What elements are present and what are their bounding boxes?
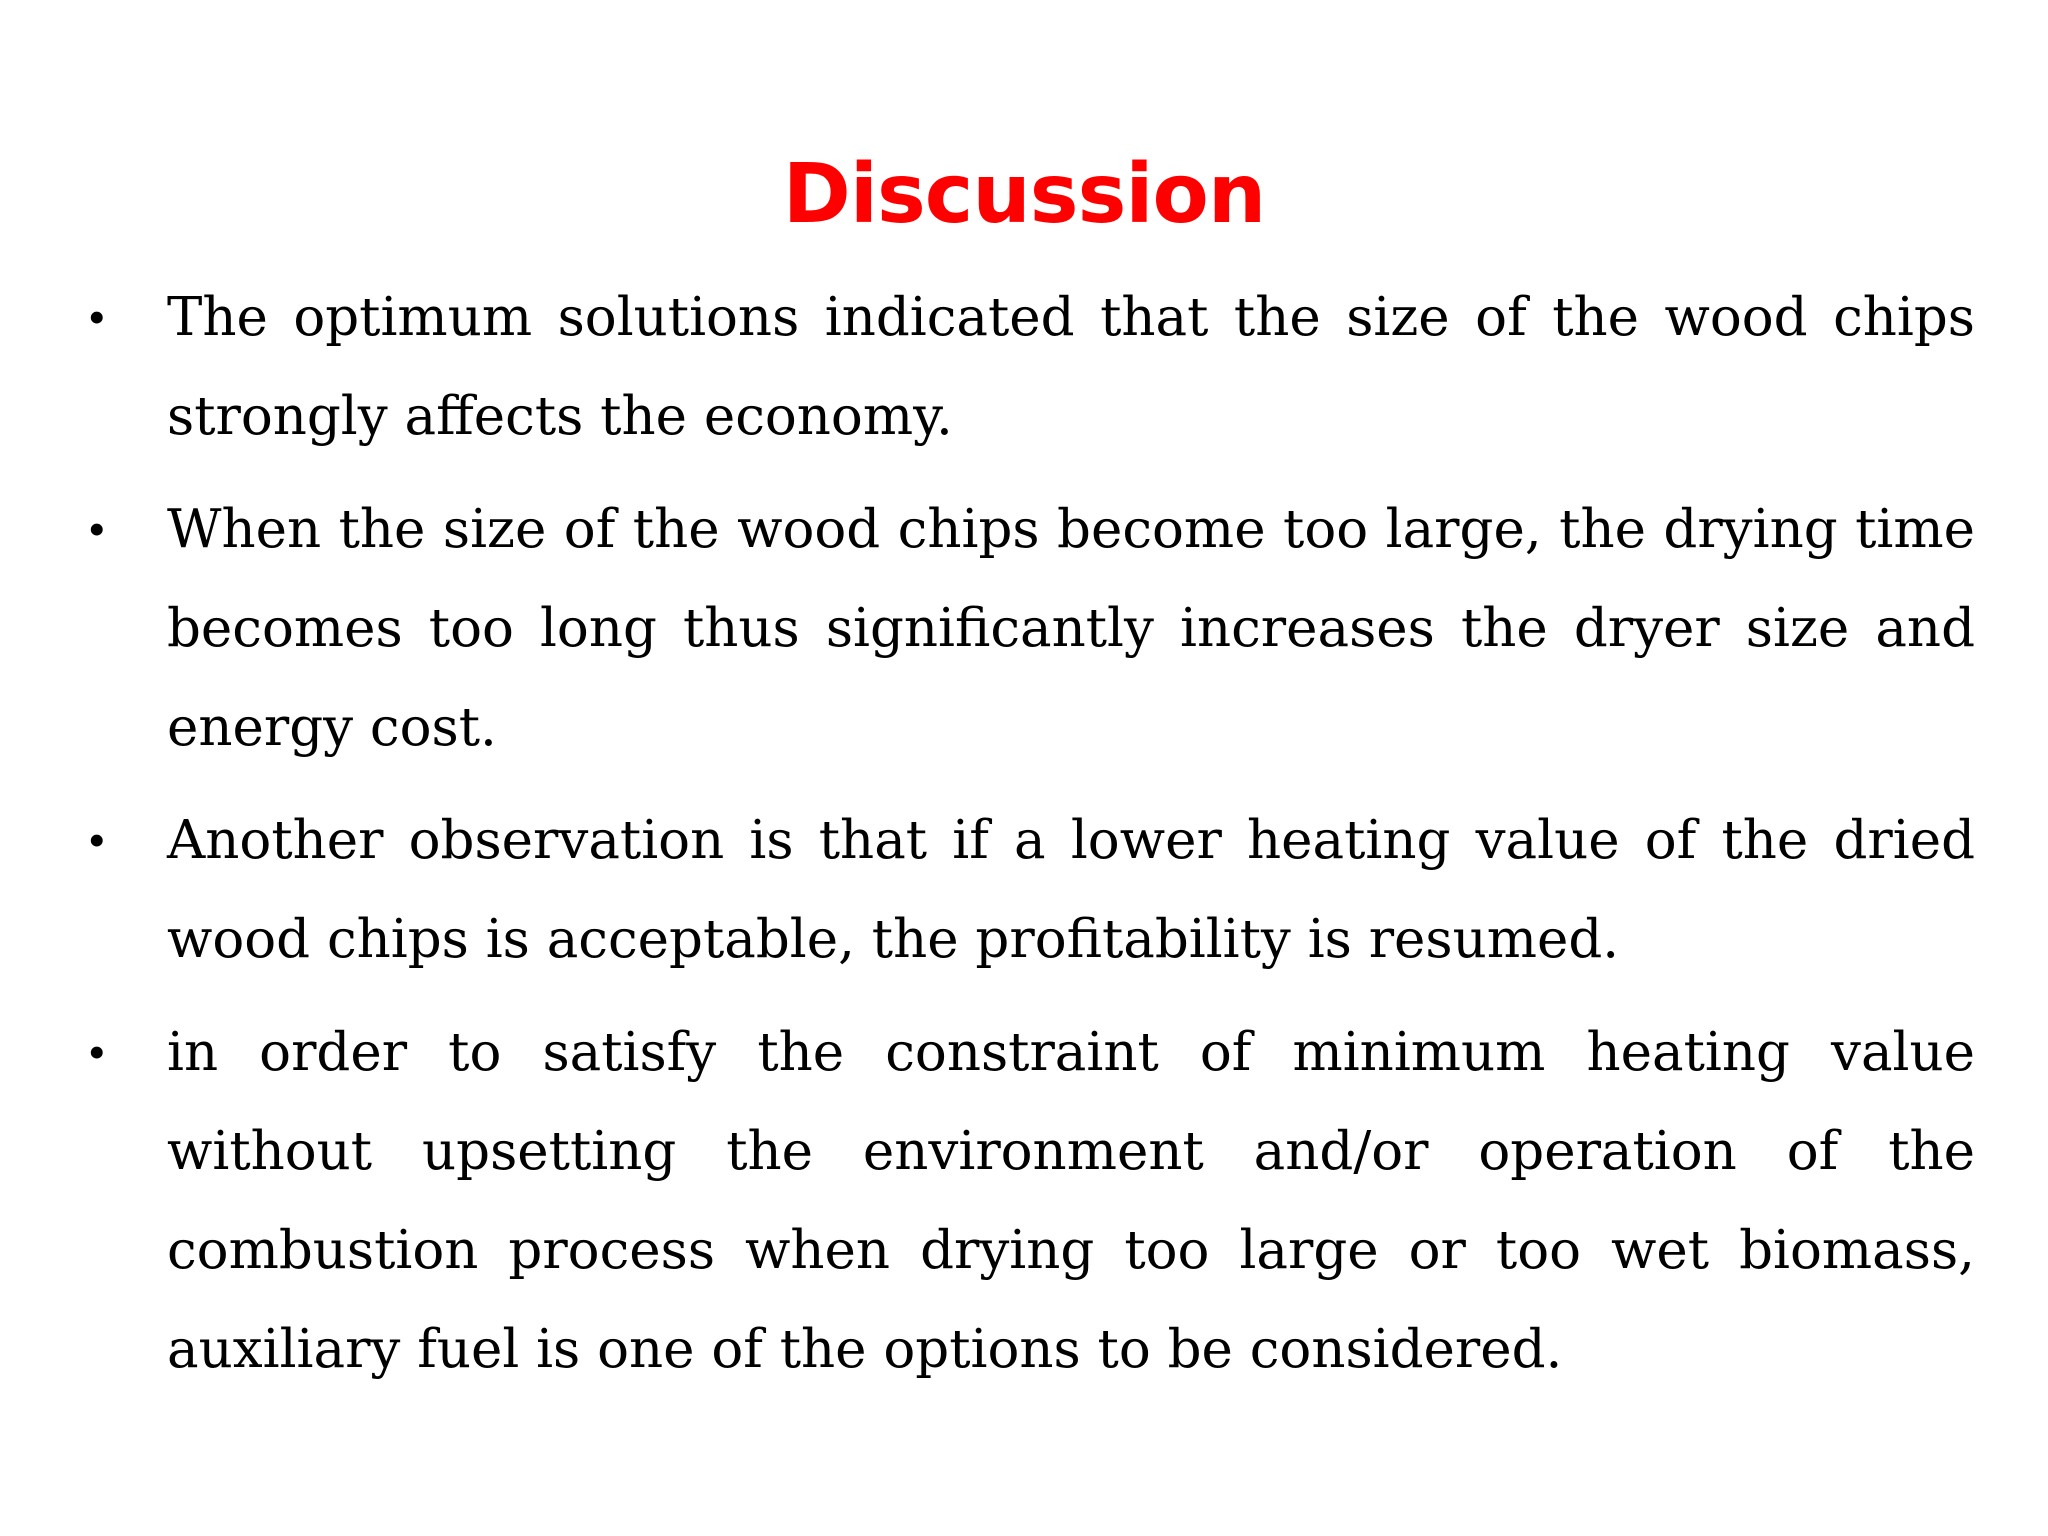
bullet-list bbox=[0, 268, 2048, 1413]
bullet-item bbox=[0, 1003, 2048, 1399]
bullet-text: When the size of the wood chips become too large, the drying time becomes too long thus significantly increases the dryer size and energy cost. bbox=[167, 499, 1975, 758]
bullet-dot-icon: • bbox=[88, 812, 106, 868]
bullet-text: in order to satisfy the constraint of minimum heating value without upsetting the environment and/or operation of the combustion process when drying too large or too wet biomass, auxiliary fuel is one of the options to be considered. bbox=[167, 1022, 1975, 1380]
bullet-text: The optimum solutions indicated that the size of the wood chips strongly affects the economy. bbox=[167, 287, 1975, 447]
bullet-text: Another observation is that if a lower heating value of the dried wood chips is acceptable, the profitability is resumed. bbox=[167, 810, 1975, 970]
bullet-dot-icon: • bbox=[88, 289, 106, 345]
bullet-dot-icon: • bbox=[88, 1024, 106, 1080]
bullet-item bbox=[0, 268, 2048, 466]
bullet-dot-icon: • bbox=[88, 501, 106, 557]
bullet-item bbox=[0, 480, 2048, 777]
slide-title: Discussion bbox=[782, 147, 1266, 242]
bullet-item bbox=[0, 791, 2048, 989]
